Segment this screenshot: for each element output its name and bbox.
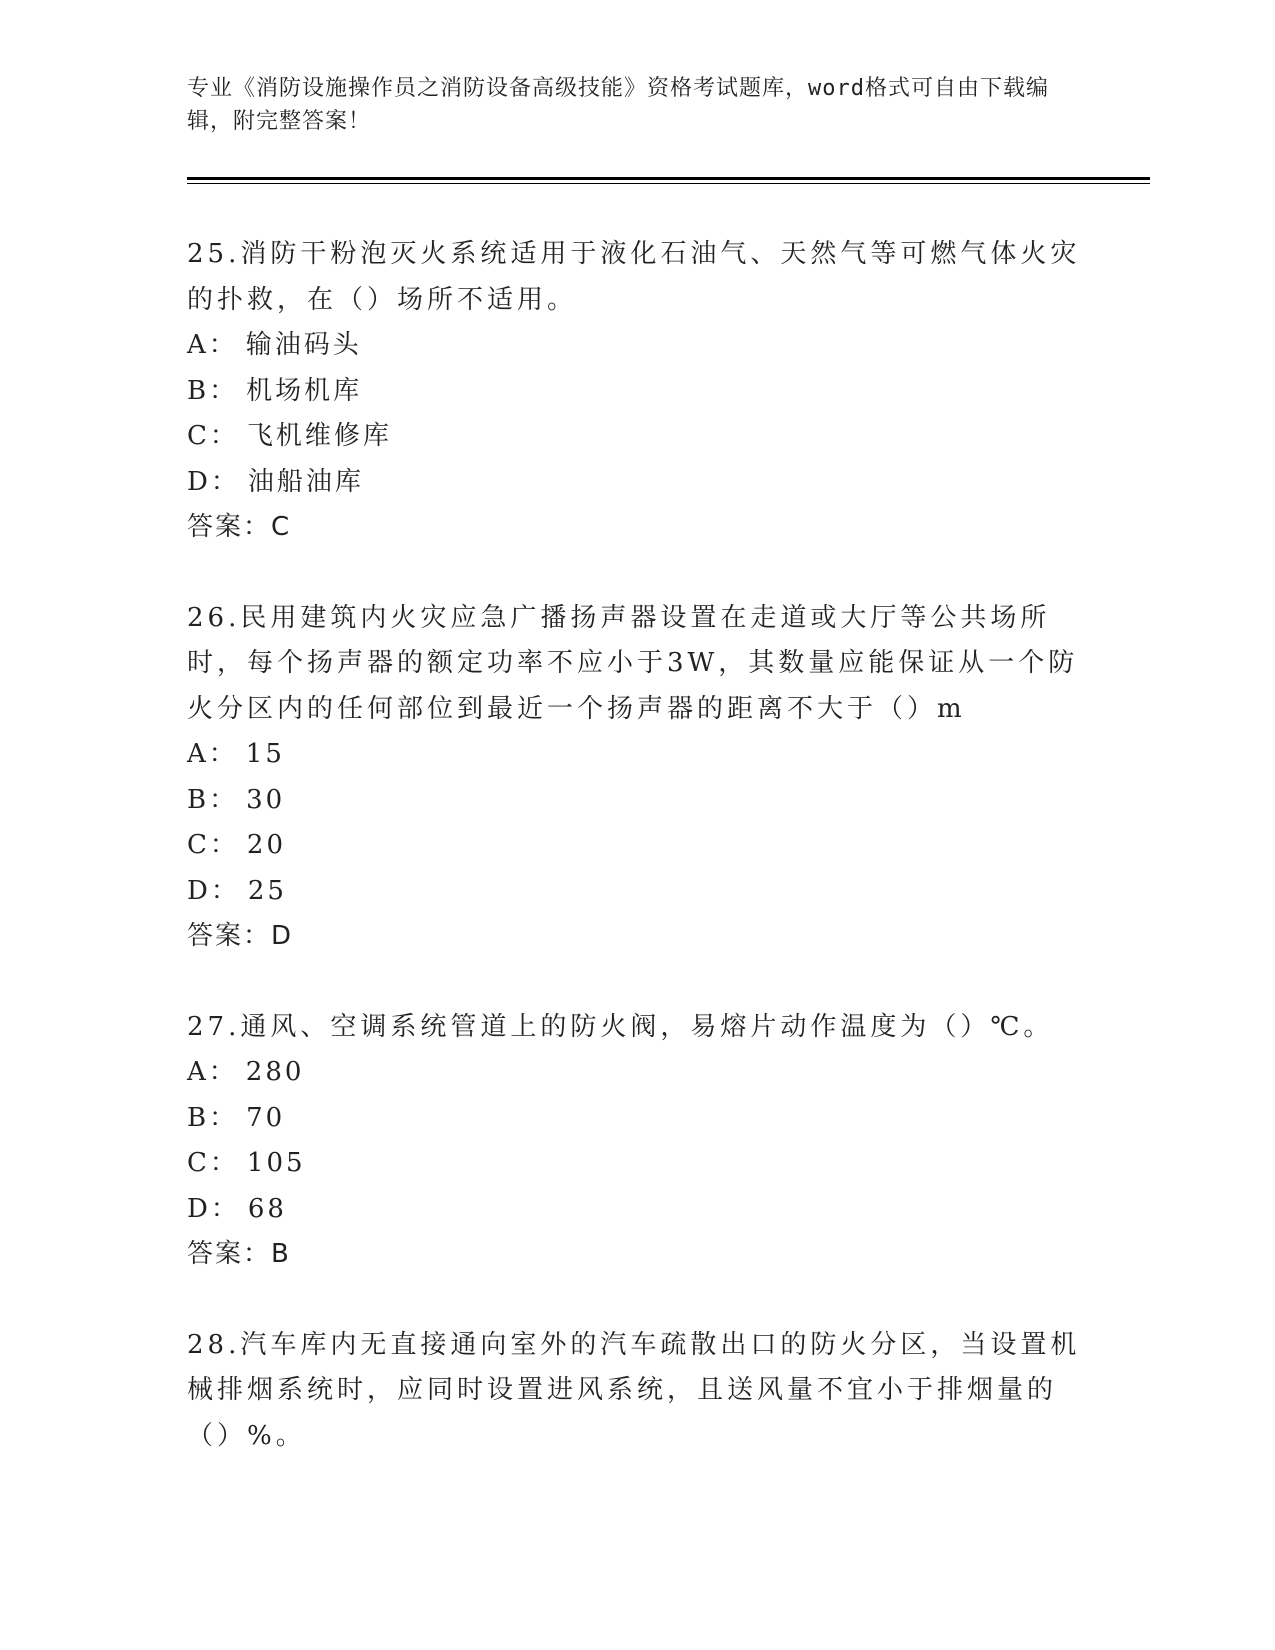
option-key: C： xyxy=(187,1148,239,1178)
option-key: A： xyxy=(187,739,238,769)
question-25 xyxy=(187,232,1087,551)
spacer xyxy=(187,1278,1087,1323)
option-c xyxy=(187,1141,1087,1187)
option-key: C： xyxy=(187,421,239,451)
option-value: 68 xyxy=(247,1193,287,1224)
option-d xyxy=(187,1187,1087,1233)
option-key: D： xyxy=(187,875,240,906)
question-text: 28.汽车库内无直接通向室外的汽车疏散出口的防火分区，当设置机械排烟系统时，应同时设置进风系统，且送风量不宜小于排烟量的（）%。 xyxy=(187,1329,1081,1451)
option-key: B： xyxy=(187,375,239,406)
option-value: 15 xyxy=(245,739,285,769)
question-text: 27.通风、空调系统管道上的防火阀，易熔片动作温度为（）℃。 xyxy=(187,1011,1054,1042)
option-d xyxy=(187,460,1087,506)
option-value: 20 xyxy=(246,830,286,860)
option-value: 输油码头 xyxy=(245,330,362,360)
spacer xyxy=(187,551,1087,596)
option-key: A： xyxy=(187,330,238,360)
option-key: B： xyxy=(187,1102,239,1133)
answer-label: 答案：C xyxy=(187,512,292,542)
option-value: 油船油库 xyxy=(247,466,364,497)
spacer xyxy=(187,960,1087,1005)
option-value: 机场机库 xyxy=(246,375,363,406)
option-key: A： xyxy=(187,1057,238,1087)
answer-label: 答案：B xyxy=(187,1239,291,1269)
option-value: 30 xyxy=(246,784,286,815)
option-d xyxy=(187,869,1087,915)
question-text: 25.消防干粉泡灭火系统适用于液化石油气、天然气等可燃气体火灾的扑救，在（）场所不适用。 xyxy=(187,239,1081,315)
option-a xyxy=(187,732,1087,778)
option-value: 飞机维修库 xyxy=(246,421,392,451)
option-value: 280 xyxy=(245,1057,305,1087)
header-rule-thin xyxy=(187,183,1150,184)
option-a xyxy=(187,1050,1087,1096)
header-rule-thick xyxy=(187,177,1150,180)
question-27 xyxy=(187,1005,1087,1278)
option-c xyxy=(187,823,1087,869)
option-b xyxy=(187,1096,1087,1142)
question-28 xyxy=(187,1323,1087,1460)
option-key: B： xyxy=(187,784,239,815)
option-a xyxy=(187,323,1087,369)
question-26 xyxy=(187,596,1087,960)
option-c xyxy=(187,414,1087,460)
option-value: 105 xyxy=(246,1148,306,1178)
question-text: 26.民用建筑内火灾应急广播扬声器设置在走道或大厅等公共场所时，每个扬声器的额定功率不应小于3W，其数量应能保证从一个防火分区内的任何部位到最近一个扬声器的距离不大于（）m xyxy=(187,602,1079,724)
option-value: 70 xyxy=(246,1102,286,1133)
document-header: 专业《消防设施操作员之消防设备高级技能》资格考试题库，word格式可自由下载编辑，附完整答案！ xyxy=(187,76,1049,134)
option-b xyxy=(187,778,1087,824)
question-list xyxy=(187,232,1087,1459)
option-value: 25 xyxy=(247,875,287,906)
option-key: D： xyxy=(187,466,240,497)
option-key: D： xyxy=(187,1193,240,1224)
option-key: C： xyxy=(187,830,239,860)
option-b xyxy=(187,369,1087,415)
answer-label: 答案：D xyxy=(187,921,294,951)
